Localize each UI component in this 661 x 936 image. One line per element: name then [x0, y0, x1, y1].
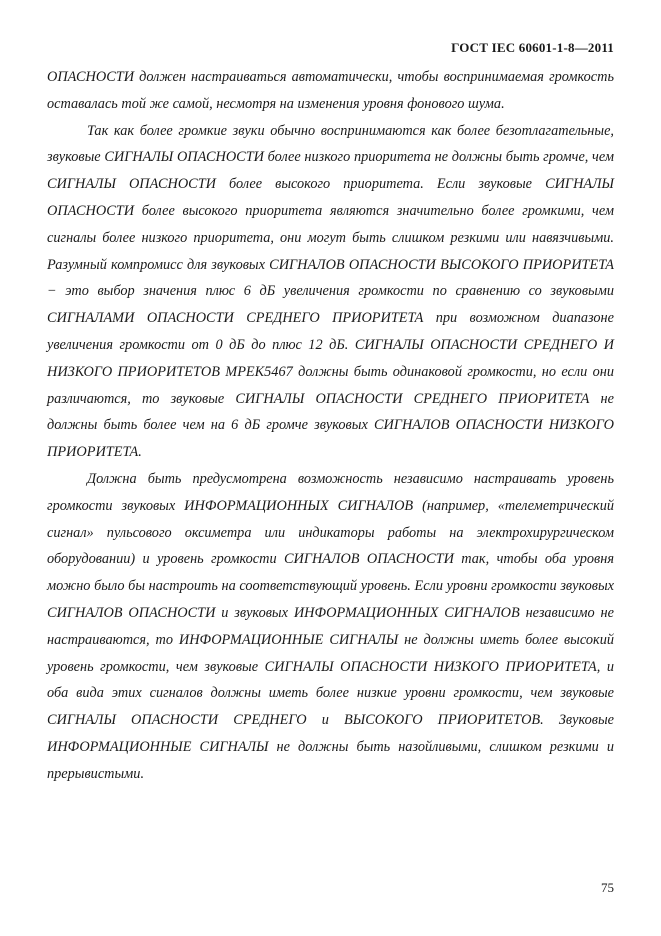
paragraph-continuation: ОПАСНОСТИ должен настраиваться автоматически, чтобы воспринимаемая громкость оставалась той же самой, несмотря на изменения уровня фонового шума. — [47, 69, 614, 112]
paragraph-information-signals: Должна быть предусмотрена возможность независимо настраивать уровень громкости звуковых ИНФОРМАЦИОННЫХ СИГНАЛОВ (например, «телеметрический сигнал» пульсового оксиметра или индикаторы работы на электрохирургическом оборудовании) и уровень громкости СИГНАЛОВ ОПАСНОСТИ так, чтобы оба уровня можно было бы настроить на соответствующий уровень. Если уровни громкости звуковых СИГНАЛОВ ОПАСНОСТИ и звуковых ИНФОРМАЦИОННЫХ СИГНАЛОВ независимо не настраиваются, то ИНФОРМАЦИОННЫЕ СИГНАЛЫ не должны иметь более высокий уровень громкости, чем звуковые СИГНАЛЫ ОПАСНОСТИ НИЗКОГО ПРИОРИТЕТА, и оба вида этих сигналов должны иметь более низкие уровни громкости, чем звуковые СИГНАЛЫ ОПАСНОСТИ СРЕДНЕГО и ВЫСОКОГО ПРИОРИТЕТОВ. Звуковые ИНФОРМАЦИОННЫЕ СИГНАЛЫ не должны быть назойливыми, слишком резкими и прерывистыми. — [47, 470, 614, 782]
page-number: 75 — [601, 880, 614, 895]
document-header-standard: ГОСТ IEC 60601-1-8—2011 — [451, 40, 614, 55]
paragraph-alarm-loudness: Так как более громкие звуки обычно воспринимаются как более безотлагательные, звуковые СИГНАЛЫ ОПАСНОСТИ более низкого приоритета не должны быть громче, чем СИГНАЛЫ ОПАСНОСТИ более высокого приоритета. Если звуковые СИГНАЛЫ ОПАСНОСТИ более высокого приоритета являются значительно более громкими, чем сигналы более низкого приоритета, они могут быть слишком резкими или навязчивыми. Разумный компромисс для звуковых СИГНАЛОВ ОПАСНОСТИ ВЫСОКОГО ПРИОРИТЕТА − это выбор значения плюс 6 дБ увеличения громкости по сравнению со звуковыми СИГНАЛАМИ ОПАСНОСТИ СРЕДНЕГО ПРИОРИТЕТА при возможном диапазоне увеличения громкости от 0 дБ до плюс 12 дБ. СИГНАЛЫ ОПАСНОСТИ СРЕДНЕГО И НИЗКОГО ПРИОРИТЕТОВ МРЕК5467 должны быть одинаковой громкости, но если они различаются, то звуковые СИГНАЛЫ ОПАСНОСТИ СРЕДНЕГО ПРИОРИТЕТА не должны быть более чем на 6 дБ громче звуковых СИГНАЛОВ ОПАСНОСТИ НИЗКОГО ПРИОРИТЕТА. — [47, 122, 614, 461]
document-body — [47, 64, 614, 788]
